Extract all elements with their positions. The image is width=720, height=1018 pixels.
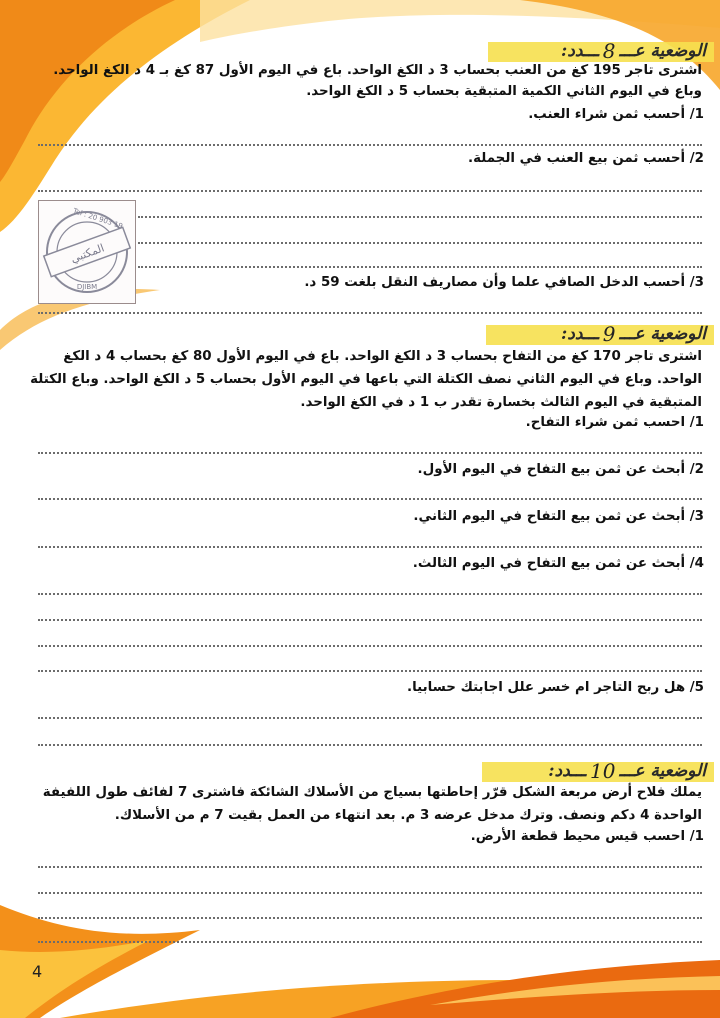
question: 1/ احسب قيس محيط قطعة الأرض.	[470, 829, 704, 844]
bookstore-stamp	[38, 200, 136, 304]
problem-line: اشترى تاجر 195 كغ من العنب بحساب 3 د الكغ الواحد. باع في اليوم الأول 87 كغ بـ 4 د الكغ الواحد.	[53, 63, 702, 78]
question: 1/ أحسب ثمن شراء العنب.	[528, 107, 704, 122]
answer-line	[38, 498, 702, 500]
problem-line: اشترى تاجر 170 كغ من التفاح بحساب 3 د الكغ الواحد. باع في اليوم الأول 80 كغ بحساب 4 د الكغ	[63, 349, 702, 364]
answer-line	[138, 266, 702, 268]
section-number: 10	[589, 759, 616, 783]
answer-line	[38, 917, 702, 919]
section-label-suffix: ـــدد:	[560, 324, 599, 344]
section-label-suffix: ـــدد:	[548, 761, 586, 781]
problem-line: يملك فلاح أرض مربعة الشكل قرّر إحاطتها بسياج من الأسلاك الشائكة فاشترى 7 لفائف طول اللفيفة	[42, 785, 702, 800]
section-label: الوضعية عـــ	[619, 41, 706, 61]
question: 1/ احسب ثمن شراء التفاح.	[525, 415, 704, 430]
answer-line	[38, 717, 702, 719]
section-label: الوضعية عـــ	[619, 761, 706, 781]
problem-line: المتبقية في اليوم الثالث بخسارة تقدر ب 1 د في الكغ الواحد.	[300, 395, 702, 410]
answer-line	[38, 619, 702, 621]
answer-line	[38, 645, 702, 647]
question: 5/ هل ربح التاجر ام خسر علل اجابتك حسابيا.	[407, 680, 704, 695]
question: 3/ أبحث عن ثمن بيع التفاح في اليوم الثاني.	[413, 509, 704, 524]
answer-line	[38, 312, 702, 314]
answer-line	[138, 242, 702, 244]
section-header	[561, 321, 706, 347]
answer-line	[38, 892, 702, 894]
problem-line: الواحد. وباع في اليوم الثاني نصف الكتلة التي باعها في اليوم الأول بحساب 5 د الكغ الواحد. وباع الكتلة	[30, 372, 702, 387]
stamp-seal-icon	[39, 201, 135, 303]
page-number: 4	[32, 962, 43, 981]
problem-line: الواحدة 4 دكم ونصف. وترك مدخل عرضه 3 م. بعد انتهاء من العمل بقيت 7 م من الأسلاك.	[114, 808, 702, 823]
problem-line: وباع في اليوم الثاني الكمية المتبقية بحساب 5 د الكغ الواحد.	[306, 84, 702, 99]
section-label: الوضعية عـــ	[619, 324, 706, 344]
answer-line	[38, 144, 702, 146]
answer-line	[38, 546, 702, 548]
question: 2/ أحسب ثمن بيع العنب في الجملة.	[468, 151, 704, 166]
question: 3/ أحسب الدخل الصافي علما وأن مصاريف النقل بلغت 59 د.	[304, 275, 704, 290]
question: 2/ أبحث عن ثمن بيع التفاح في اليوم الأول.	[417, 462, 704, 477]
answer-line	[38, 190, 702, 192]
svg-text:المكتبي: المكتبي	[69, 241, 107, 266]
section-header	[548, 758, 706, 784]
svg-text:Tel : 20 903 19: Tel : 20 903 19	[71, 206, 124, 231]
section-number: 9	[602, 322, 616, 346]
section-label-suffix: ـــدد:	[560, 41, 599, 61]
answer-line	[38, 593, 702, 595]
question: 4/ أبحث عن ثمن بيع التفاح في اليوم الثالث.	[412, 556, 704, 571]
answer-line	[38, 452, 702, 454]
svg-text:DJIBM: DJIBM	[76, 283, 98, 291]
answer-line	[38, 744, 702, 746]
answer-line	[38, 941, 702, 943]
answer-line	[38, 866, 702, 868]
answer-line	[38, 670, 702, 672]
answer-line	[138, 216, 702, 218]
section-number: 8	[602, 39, 616, 63]
